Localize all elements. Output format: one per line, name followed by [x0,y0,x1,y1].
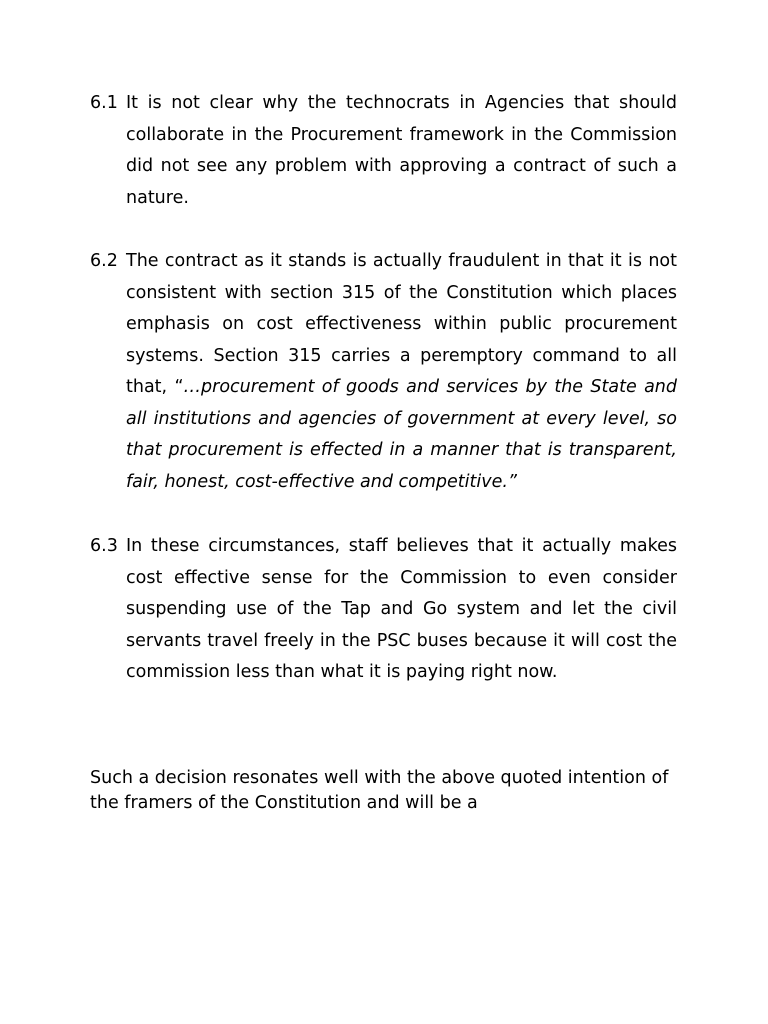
item-text: It is not clear why the technocrats in Agencies that should collaborate in the Procurement framework in the Commission did not see any problem with approving a contract of such a nature. [126,93,677,208]
item-number: 6.1 [90,93,118,113]
section-6-3 [90,531,677,689]
constitution-quote: …procurement of goods and services by the State and all institutions and agencies of government at every level, so that procurement is effected in a manner that is transparent, fair, honest, cost-effective and competitive.” [126,377,677,492]
item-number: 6.2 [90,251,118,271]
item-text-container [126,246,677,498]
item-number: 6.3 [90,536,118,556]
section-6-1 [90,88,677,214]
item-text: In these circumstances, staff believes that it actually makes cost effective sense for the Commission to even consider suspending use of the Tap and Go system and let the civil servants travel freely in the PSC buses because it will cost the commission less than what it is paying right now. [126,536,677,682]
closing-paragraph: Such a decision resonates well with the above quoted intention of the framers of the Constitution and will be a [90,767,669,813]
item-text: The contract as it stands is actually fraudulent in that it is not consistent with section 315 of the Constitution which places emphasis on cost effectiveness within public procurement systems. Section 315 carries a peremptory command to all that, “ [126,251,677,397]
section-6-2 [90,246,677,498]
